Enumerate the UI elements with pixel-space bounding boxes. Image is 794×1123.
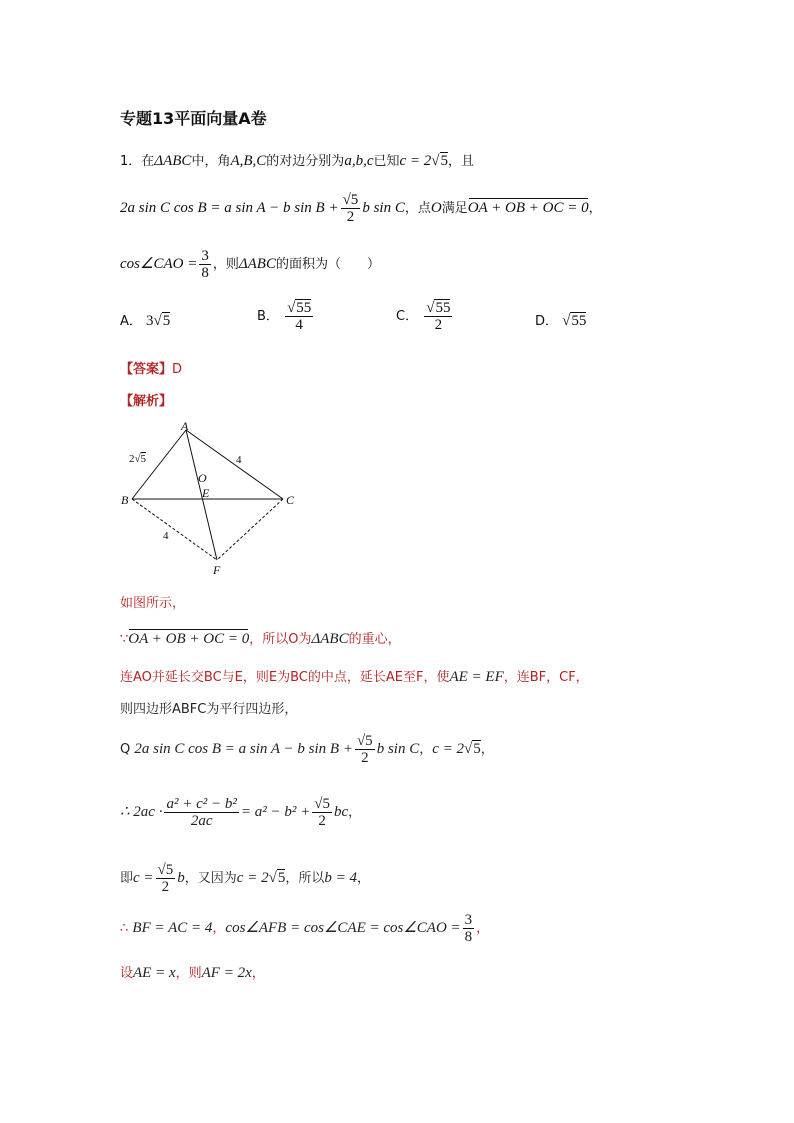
solution-line-1: 如图所示，: [120, 596, 186, 611]
text: 的重心，: [348, 632, 401, 647]
math: cos∠AFB = cos∠CAE = cos∠CAO =: [225, 920, 461, 936]
math: b: [177, 870, 185, 886]
math: 5: [277, 870, 286, 886]
option-label: A．: [120, 314, 142, 329]
denominator: 2: [161, 879, 170, 895]
text: ，点: [404, 201, 431, 216]
math: 2a sin C cos B = a sin A − b sin B +: [120, 200, 339, 216]
denominator: 2ac: [190, 813, 213, 829]
text: 在: [141, 154, 155, 169]
text: ，: [356, 871, 370, 886]
text: ，: [251, 966, 265, 981]
solution-line-9: [120, 962, 265, 982]
solution-line-7: 即c = $\frac{√5}{2}$ b，又因为c = 2√5，所以b = 4，: [120, 862, 370, 895]
denominator: 4: [295, 317, 303, 333]
fraction: [164, 796, 238, 829]
text: ，: [419, 742, 433, 757]
math: 55: [571, 313, 587, 329]
solution-line-5: Q 2a sin C cos B = a sin A − b sin B + $\frac{√5}{2}$ b sin C，c = 2√5，: [120, 733, 494, 766]
math: 5: [162, 313, 171, 329]
solution-line-3: [120, 666, 589, 686]
math: ∴ 2ac ·: [120, 804, 163, 820]
text: ，连BF，CF，: [503, 670, 589, 685]
text: 已知: [373, 154, 400, 169]
math: ΔABC: [154, 153, 192, 169]
question-line-1: 1．在ΔABC中，角A,B,C的对边分别为a,b,c已知c = 2√5，且: [120, 153, 475, 169]
text: ，且: [448, 154, 475, 169]
denominator: 2: [346, 209, 355, 225]
text: ，则: [212, 257, 239, 272]
vector-equation: OA + OB + OC = 0: [128, 631, 250, 647]
fraction: [355, 733, 375, 766]
solution-line-2: [120, 628, 401, 648]
text: 的对边分别为: [266, 154, 345, 169]
text: 连AO并延长交BC与E，则E为BC的中点，延长AE至F，使: [120, 670, 450, 685]
label-e: E: [202, 486, 210, 500]
text: ，: [480, 742, 494, 757]
text: ，: [588, 201, 602, 216]
segment-cf: [217, 499, 283, 560]
math: 55: [435, 300, 451, 316]
math: AF = 2x: [201, 965, 252, 981]
text: ，: [348, 805, 362, 820]
question-number: 1．: [120, 154, 142, 169]
solution-line-4: 则四边形ABFC为平行四边形，: [120, 702, 298, 717]
text: 即: [120, 871, 134, 886]
text: ，: [212, 921, 226, 936]
text: ，所以O为: [249, 632, 312, 647]
math: c =: [133, 870, 154, 886]
text: ，所以: [285, 871, 325, 886]
math: ΔABC: [238, 256, 276, 272]
vector-equation: OA + OB + OC = 0: [467, 200, 589, 216]
math: = a² − b² +: [240, 804, 311, 820]
math: 5: [473, 741, 481, 757]
answer-label: 【答案】: [120, 362, 173, 377]
option-d: D． √55: [535, 313, 587, 329]
option-c: [396, 300, 454, 333]
fraction: $\frac{√55}{4}$: [287, 300, 312, 333]
text: 设: [120, 966, 134, 981]
option-label: D．: [535, 314, 559, 329]
math: c = 2: [399, 153, 432, 169]
math: 5: [440, 153, 449, 169]
option-label: B．: [257, 309, 279, 324]
math: ΔABC: [311, 631, 349, 647]
math: AE = EF: [449, 669, 504, 685]
denominator: 2: [434, 317, 443, 333]
label-b: B: [121, 493, 129, 507]
page-title: 专题13平面向量A卷: [120, 109, 267, 128]
math: BF = AC = 4: [132, 920, 213, 936]
text: Q: [120, 742, 131, 757]
answer-value: D: [172, 362, 183, 377]
text: 的面积为（ ）: [275, 257, 380, 272]
text: ，又因为: [184, 871, 237, 886]
numerator: √5: [314, 796, 330, 812]
fraction: [156, 862, 176, 895]
math: b sin C: [376, 741, 420, 757]
math: cos∠CAO =: [120, 256, 198, 272]
text: 中，角: [191, 154, 231, 169]
numerator: 3: [464, 912, 473, 928]
denominator: 8: [201, 265, 209, 281]
numerator: √5: [342, 192, 359, 208]
math: 3: [146, 313, 154, 329]
option-a: A． 3√5: [120, 313, 171, 329]
fraction: [199, 248, 211, 281]
math: A,B,C: [230, 153, 267, 169]
text: ∴: [120, 921, 129, 936]
label-o: O: [198, 471, 207, 485]
solution-line-8: [120, 912, 489, 945]
fraction: $\frac{√55}{2}$: [426, 300, 451, 333]
text: ，则: [175, 966, 202, 981]
math: c = 2: [432, 741, 464, 757]
math: b sin C: [362, 200, 405, 216]
math: O: [430, 200, 442, 216]
option-label: C．: [396, 309, 419, 324]
math: 2a sin C cos B = a sin A − b sin B +: [134, 741, 353, 757]
question-line-2: [120, 192, 602, 225]
text: ，: [476, 921, 490, 936]
fraction: [312, 796, 332, 829]
denominator: 2: [318, 813, 326, 829]
math: b = 4: [324, 870, 357, 886]
label-f: F: [213, 563, 221, 577]
segment-ac: [186, 430, 283, 499]
math: a,b,c: [344, 153, 374, 169]
solution-line-6: [120, 796, 361, 829]
text: ∵: [120, 632, 129, 647]
length-bf: 4: [163, 530, 169, 542]
option-b: [257, 300, 315, 333]
label-a: A: [181, 419, 189, 433]
analysis-label: 【解析】: [120, 394, 173, 409]
triangle-figure: [115, 418, 305, 580]
question-line-3: [120, 248, 380, 281]
math: 55: [296, 300, 312, 316]
math: AE = x: [133, 965, 176, 981]
denominator: 8: [464, 929, 473, 945]
length-ab: 2√5: [129, 453, 147, 465]
denominator: 2: [361, 750, 369, 766]
fraction: [341, 192, 361, 225]
math: bc: [333, 804, 349, 820]
length-ac: 4: [236, 454, 242, 466]
answer: [120, 358, 182, 377]
fraction: [463, 912, 475, 945]
text: 满足: [441, 201, 468, 216]
numerator: a² + c² − b²: [166, 796, 237, 812]
label-c: C: [286, 493, 295, 507]
numerator: 3: [201, 248, 209, 264]
numerator: √5: [356, 733, 373, 749]
math: c = 2: [236, 870, 269, 886]
numerator: √5: [157, 862, 174, 878]
